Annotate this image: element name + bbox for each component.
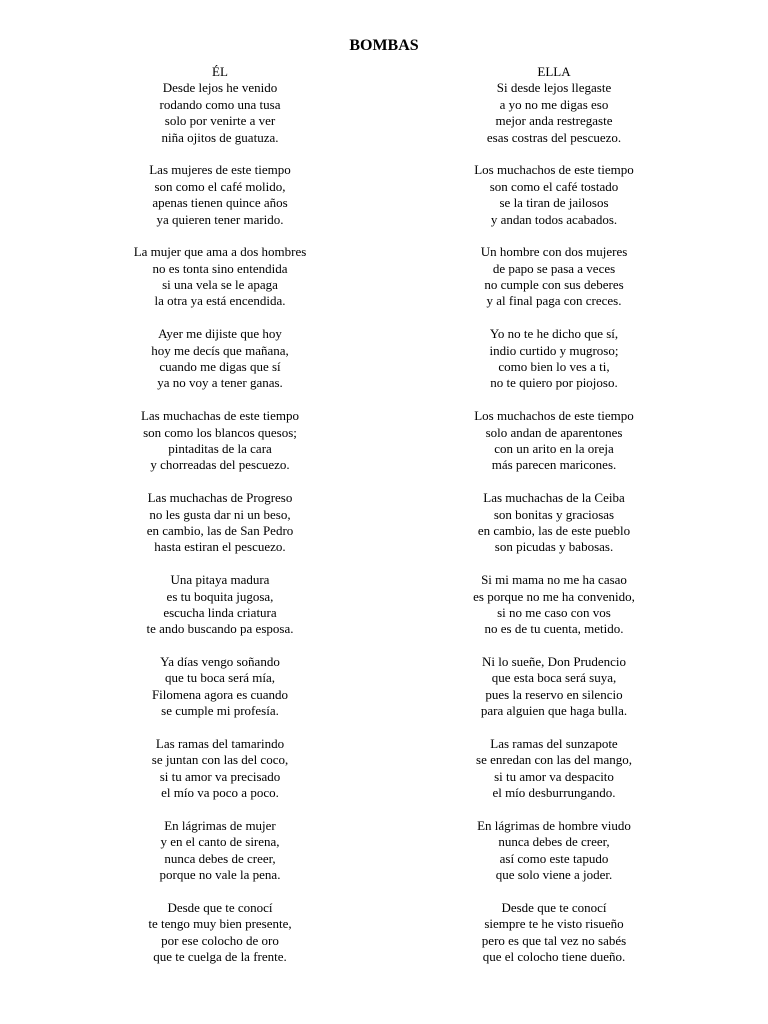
stanza-ella (404, 572, 704, 638)
verse-line: se juntan con las del coco, (151, 752, 289, 768)
verse-line: la otra ya está encendida. (154, 293, 286, 309)
verse-line: Los muchachos de este tiempo (474, 408, 634, 424)
verse-line: Desde que te conocí (167, 899, 273, 915)
verse-line: son como los blancos quesos; (143, 424, 297, 440)
verse-line: La mujer que ama a dos hombres (133, 244, 307, 260)
verse-line: para alguien que haga bulla. (480, 703, 628, 719)
verse-line: por ese colocho de oro (161, 932, 279, 948)
verse-line: se la tiran de jailosos (499, 195, 609, 211)
verse-line: mejor anda restregaste (495, 113, 613, 129)
verse-line: que te cuelga de la frente. (153, 949, 287, 965)
verse-line: en cambio, las de este pueblo (477, 522, 631, 538)
verse-line: más parecen maricones. (491, 457, 617, 473)
verse-line: no es tonta sino entendida (152, 260, 288, 276)
verse-line: si una vela se le apaga (162, 277, 278, 293)
verse-line: y andan todos acabados. (490, 211, 618, 227)
stanza-el (70, 326, 370, 392)
stanza-ella (404, 408, 704, 474)
stanza-ella (404, 80, 704, 146)
verse-line: a yo no me digas eso (499, 96, 609, 112)
verse-line: Si mi mama no me ha casao (481, 572, 627, 588)
verse-line: ya quieren tener marido. (156, 211, 284, 227)
column-heading-el: ÉL (212, 64, 228, 79)
stanza-el (70, 736, 370, 802)
stanza-el (70, 818, 370, 884)
verse-line: en cambio, las de San Pedro (146, 522, 294, 538)
verse-line: es porque no me ha convenido, (473, 588, 635, 604)
stanza-ella (404, 818, 704, 884)
verse-line: Un hombre con dos mujeres (480, 244, 628, 260)
verse-line: escucha linda criatura (163, 604, 277, 620)
verse-line: y chorreadas del pescuezo. (150, 457, 290, 473)
stanza-el (70, 490, 370, 556)
column-heading-ella: ELLA (537, 64, 571, 79)
verse-line: Las muchachas de la Ceiba (483, 490, 625, 506)
verse-line: no te quiero por piojoso. (490, 375, 618, 391)
verse-line: con un arito en la oreja (494, 440, 614, 456)
verse-line: Si desde lejos llegaste (496, 80, 612, 96)
verse-line: que esta boca será suya, (491, 670, 617, 686)
verse-line: Ni lo sueñe, Don Prudencio (481, 654, 627, 670)
verse-line: Las muchachas de Progreso (147, 490, 293, 506)
verse-line: no cumple con sus deberes (484, 277, 624, 293)
verse-line: niña ojitos de guatuza. (161, 129, 279, 145)
stanza-el (70, 408, 370, 474)
verse-line: En lágrimas de mujer (164, 817, 276, 833)
stanza-ella (404, 244, 704, 310)
column-el (70, 64, 370, 982)
verse-line: que el colocho tiene dueño. (482, 949, 626, 965)
verse-line: de papo se pasa a veces (492, 260, 616, 276)
stanza-el (70, 900, 370, 966)
verse-line: nunca debes de creer, (164, 850, 276, 866)
verse-line: Una pitaya madura (170, 572, 270, 588)
verse-line: indio curtido y mugroso; (489, 342, 619, 358)
verse-line: rodando como una tusa (159, 96, 281, 112)
stanza-ella (404, 326, 704, 392)
verse-line: si tu amor va precisado (159, 768, 281, 784)
verse-line: son como el café tostado (489, 178, 619, 194)
verse-line: y al final paga con creces. (486, 293, 622, 309)
verse-line: no es de tu cuenta, metido. (484, 621, 624, 637)
verse-line: apenas tienen quince años (152, 195, 288, 211)
verse-line: Los muchachos de este tiempo (474, 162, 634, 178)
verse-line: no les gusta dar ni un beso, (149, 506, 291, 522)
verse-line: Ayer me dijiste que hoy (158, 326, 282, 342)
verse-line: y en el canto de sirena, (160, 834, 280, 850)
stanza-ella (404, 654, 704, 720)
verse-line: son como el café molido, (154, 178, 286, 194)
stanza-ella (404, 900, 704, 966)
stanza-ella (404, 162, 704, 228)
column-ella (404, 64, 704, 982)
verse-line: pintaditas de la cara (168, 440, 272, 456)
verse-line: son picudas y babosas. (494, 539, 614, 555)
verse-line: Ya días vengo soñando (160, 654, 280, 670)
verse-line: hasta estiran el pescuezo. (154, 539, 286, 555)
verse-line: pero es que tal vez no sabés (481, 932, 627, 948)
verse-line: En lágrimas de hombre viudo (477, 817, 631, 833)
verse-line: nunca debes de creer, (498, 834, 610, 850)
verse-line: que solo viene a joder. (495, 867, 613, 883)
verse-line: así como este tapudo (499, 850, 609, 866)
verse-line: se cumple mi profesía. (161, 703, 279, 719)
verse-line: Las ramas del tamarindo (155, 736, 285, 752)
verse-line: hoy me decís que mañana, (151, 342, 289, 358)
verse-line: pues la reservo en silencio (485, 686, 623, 702)
verse-line: siempre te he visto risueño (484, 916, 624, 932)
verse-line: Las muchachas de este tiempo (140, 408, 300, 424)
stanza-ella (404, 490, 704, 556)
verse-line: como bien lo ves a ti, (498, 359, 610, 375)
verse-line: que tu boca será mía, (164, 670, 276, 686)
verse-line: Las ramas del sunzapote (490, 736, 618, 752)
verse-line: solo andan de aparentones (485, 424, 623, 440)
verse-line: si tu amor va despacito (494, 768, 614, 784)
verse-line: te tengo muy bien presente, (148, 916, 292, 932)
verse-line: porque no vale la pena. (159, 867, 281, 883)
stanza-el (70, 80, 370, 146)
verse-line: si no me caso con vos (497, 604, 611, 620)
verse-line: esas costras del pescuezo. (486, 129, 622, 145)
stanza-el (70, 654, 370, 720)
verse-line: Las mujeres de este tiempo (149, 162, 291, 178)
verse-line: Filomena agora es cuando (151, 686, 289, 702)
verse-line: el mío va poco a poco. (161, 785, 279, 801)
verse-line: Desde lejos he venido (162, 80, 278, 96)
verse-line: es tu boquita jugosa, (166, 588, 274, 604)
verse-line: ya no voy a tener ganas. (157, 375, 283, 391)
verse-line: cuando me digas que sí (159, 359, 281, 375)
stanza-el (70, 244, 370, 310)
verse-line: Yo no te he dicho que sí, (489, 326, 619, 342)
verse-line: solo por venirte a ver (164, 113, 276, 129)
poem-title: BOMBAS (349, 37, 419, 54)
stanza-el (70, 162, 370, 228)
verse-line: son bonitas y graciosas (493, 506, 615, 522)
verse-line: Desde que te conocí (501, 899, 607, 915)
verse-line: te ando buscando pa esposa. (146, 621, 294, 637)
stanza-el (70, 572, 370, 638)
verse-line: se enredan con las del mango, (476, 752, 632, 768)
verse-line: el mío desburrungando. (492, 785, 616, 801)
stanza-ella (404, 736, 704, 802)
